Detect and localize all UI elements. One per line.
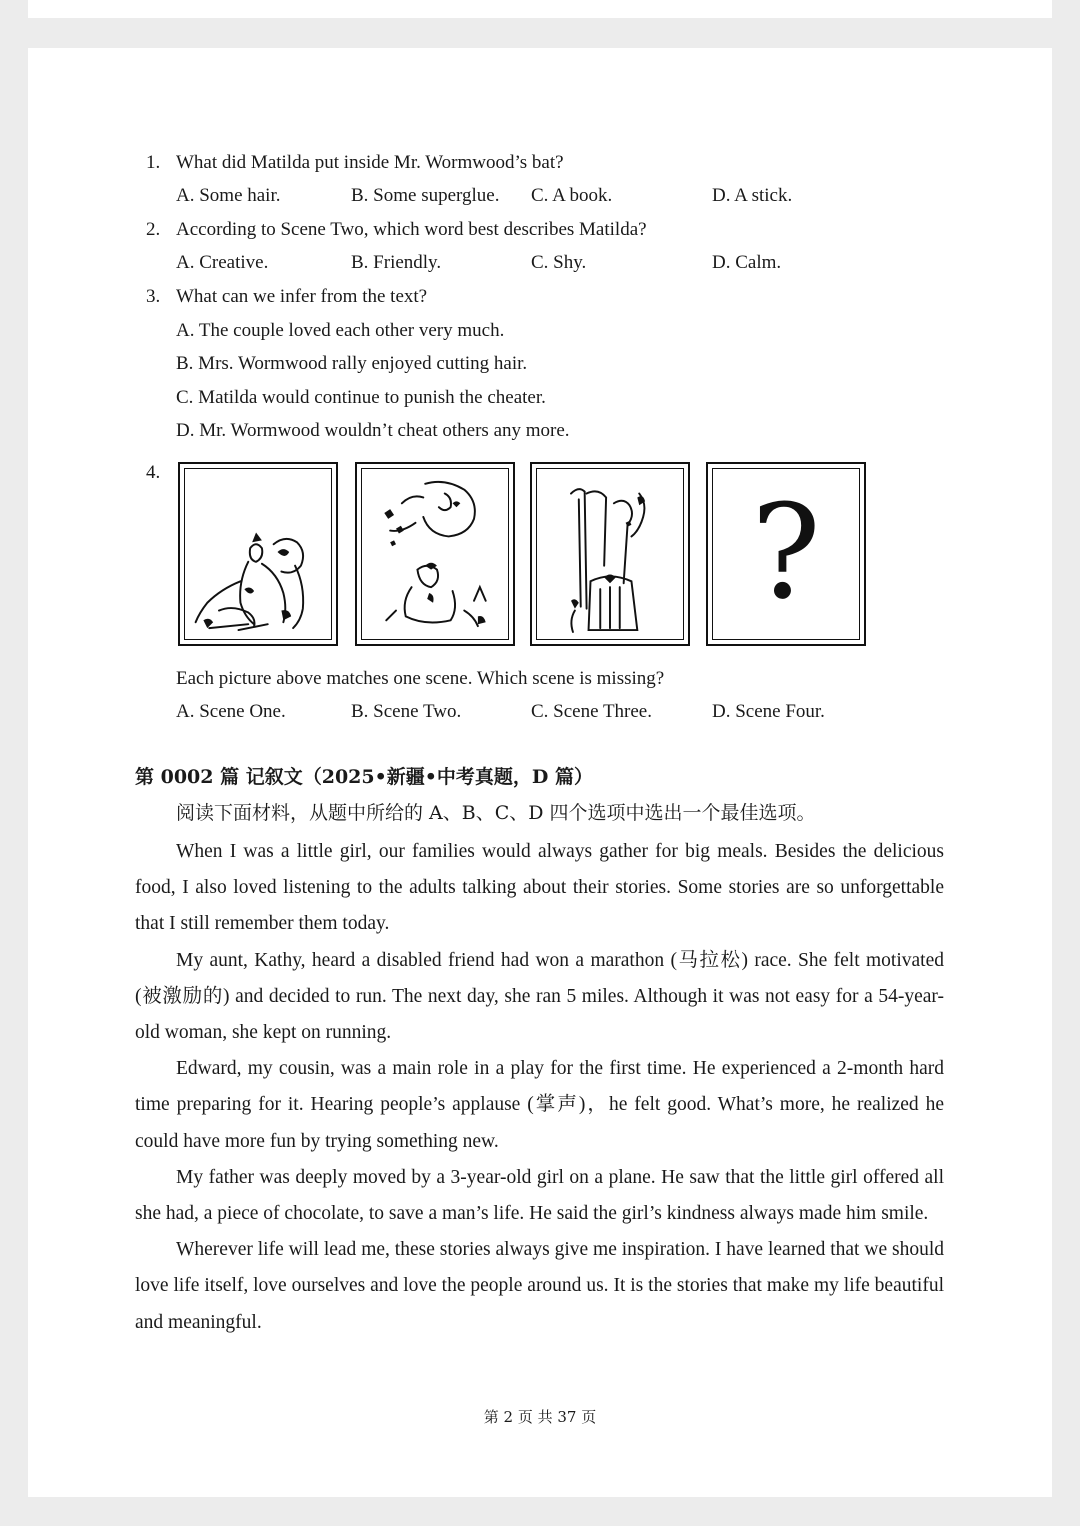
question-1-option-d: D. A stick. bbox=[712, 185, 793, 206]
scene-picture-2 bbox=[355, 462, 515, 646]
question-1-option-b: B. Some superglue. bbox=[351, 185, 500, 206]
question-4-option-c: C. Scene Three. bbox=[531, 701, 652, 722]
reading-passage bbox=[135, 834, 944, 1341]
question-4-option-b: B. Scene Two. bbox=[351, 701, 462, 722]
question-3-number: 3. bbox=[146, 286, 161, 307]
scene-picture-4 bbox=[706, 462, 866, 646]
question-3-option-d: D. Mr. Wormwood wouldn’t cheat others any more. bbox=[176, 420, 570, 441]
question-1-number: 1. bbox=[146, 152, 161, 173]
document-page bbox=[28, 48, 1052, 1497]
scene-picture-1 bbox=[178, 462, 338, 646]
previous-page-edge bbox=[28, 0, 1052, 18]
question-2-stem: According to Scene Two, which word best describes Matilda? bbox=[176, 219, 647, 240]
question-3-option-b: B. Mrs. Wormwood rally enjoyed cutting hair. bbox=[176, 353, 528, 374]
question-2-option-a: A. Creative. bbox=[176, 252, 269, 273]
page-footer: 第 2 页 共 37 页 bbox=[483, 1408, 597, 1426]
question-3-option-c: C. Matilda would continue to punish the cheater. bbox=[176, 387, 546, 408]
question-mark-icon: ? bbox=[751, 476, 821, 628]
question-2-option-b: B. Friendly. bbox=[351, 252, 442, 273]
section-instruction: 阅读下面材料，从题中所给的 A、B、C、D 四个选项中选出一个最佳选项。 bbox=[176, 802, 816, 824]
question-1-option-a: A. Some hair. bbox=[176, 185, 281, 206]
question-3-option-a: A. The couple loved each other very much. bbox=[176, 320, 505, 341]
question-4-stem: Each picture above matches one scene. Which scene is missing? bbox=[176, 668, 665, 689]
question-3-stem: What can we infer from the text? bbox=[176, 286, 428, 307]
question-4-number: 4. bbox=[146, 462, 161, 483]
scene-illustration-1 bbox=[180, 464, 336, 644]
question-4-option-d: D. Scene Four. bbox=[712, 701, 825, 722]
question-1-stem: What did Matilda put inside Mr. Wormwood’s bat? bbox=[176, 152, 564, 173]
section-title: 第 0002 篇 记叙文（2025•新疆•中考真题，D 篇） bbox=[135, 766, 593, 788]
scene-illustration-3 bbox=[532, 464, 688, 644]
question-2-option-d: D. Calm. bbox=[712, 252, 782, 273]
passage-paragraph-1: When I was a little girl, our families would always gather for big meals. Besides the delicious food, I also loved listening to the adults talking about their stories. Some stories are so unforgettable that I still remember them today. bbox=[135, 841, 944, 935]
passage-paragraph-2: My aunt, Kathy, heard a disabled friend had won a marathon (马拉松) race. She felt motivated (被激励的) and decided to run. The next day, she ran 5 miles. Although it was not easy for a 54-year-old woman, she kept on running. bbox=[135, 949, 944, 1044]
passage-paragraph-5: Wherever life will lead me, these stories always give me inspiration. I have learned that we should love life itself, love ourselves and love the people around us. It is the stories that make my life beautiful and meaningful. bbox=[135, 1239, 944, 1333]
question-2-option-c: C. Shy. bbox=[531, 252, 587, 273]
question-2-number: 2. bbox=[146, 219, 161, 240]
question-1-option-c: C. A book. bbox=[531, 185, 613, 206]
question-4-option-a: A. Scene One. bbox=[176, 701, 286, 722]
scene-picture-3 bbox=[530, 462, 690, 646]
passage-paragraph-3: Edward, my cousin, was a main role in a play for the first time. He experienced a 2-month hard time preparing for it. Hearing people’s applause (掌声)，he felt good. What’s more, he realized he could have more fun by trying something new. bbox=[135, 1058, 944, 1152]
passage-paragraph-4: My father was deeply moved by a 3-year-old girl on a plane. He saw that the little girl offered all she had, a piece of chocolate, to save a man’s life. He said the girl’s kindness always made him smile. bbox=[135, 1166, 944, 1225]
scene-illustration-2 bbox=[357, 464, 513, 644]
